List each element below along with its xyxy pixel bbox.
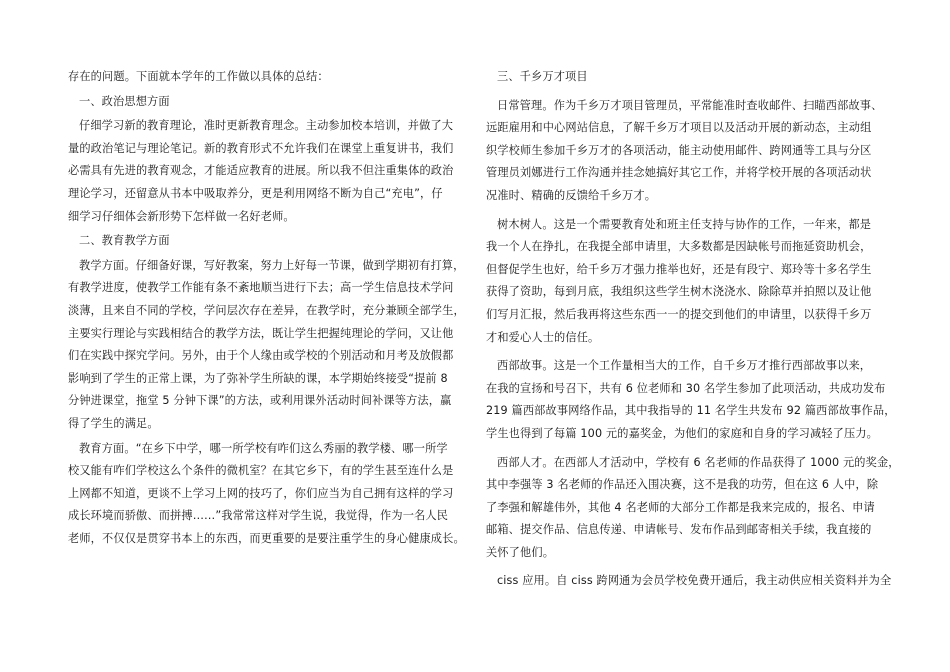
right-text-column <box>486 66 900 593</box>
text-line: 我一个人在挣扎，在我提全部申请里，大多数都是因缺帐号而拖延资助机会， <box>486 240 872 254</box>
text-line: 树木树人。这是一个需要教育处和班主任支持与协作的工作，一年来，都是 <box>497 217 872 231</box>
text-line: 才和爱心人士的信任。 <box>486 330 600 344</box>
text-line: 西部故事。这是一个工作量相当大的工作，自千乡万才推行西部故事以来， <box>497 359 872 373</box>
text-line: 织学校师生参加千乡万才的各项活动，能主动使用邮件、跨网通等工具与分区 <box>486 143 872 157</box>
text-line: 成长环境而骄傲、而拼搏……”我常常这样对学生说，我觉得，作为一名人民 <box>68 509 449 523</box>
text-line: 得了学生的满足。 <box>68 416 159 430</box>
text-line: 理论学习，还留意从书本中吸取养分，更是利用网络不断为自己“充电”，仔 <box>68 186 443 200</box>
text-line: 邮箱、提交作品、信息传递、申请帐号、发布作品到邮寄相关手续，我直接的 <box>486 523 872 537</box>
text-line: 有教学进度，使教学工作能有条不紊地顺当进行下去；高一学生信息技术学问 <box>68 281 454 295</box>
text-line: 学生也得到了每篇 100 元的嘉奖金，为他们的家庭和自身的学习减轻了压力。 <box>486 426 879 440</box>
text-line: 远距雇用和中心网站信息，了解千乡万才项目以及活动开展的新动态，主动组 <box>486 121 872 135</box>
text-line: 三、千乡万才项目 <box>497 70 588 83</box>
text-line: 219 篇西部故事网络作品，其中我指导的 11 名学生共发布 92 篇西部故事作品， <box>486 404 896 418</box>
text-line: 上网都不知道，更谈不上学习上网的技巧了，你们应当为自己拥有这样的学习 <box>68 486 454 500</box>
text-line: 获得了资助，每到月底，我组织这些学生树木浇浇水、除除草并拍照以及让他 <box>486 285 872 299</box>
text-line: 细学习仔细体会新形势下怎样做一名好老师。 <box>68 209 295 223</box>
text-line: 校又能有咋们学校这么个条件的微机室？在其它乡下，有的学生甚至连什么是 <box>68 464 454 478</box>
text-line: 关怀了他们。 <box>486 545 555 559</box>
text-line: 教学方面。仔细备好课，写好教案，努力上好每一节课，做到学期初有打算， <box>79 258 465 272</box>
text-line: 但督促学生也好，给千乡万才强力推举也好，还是有段宁、郑玲等十多名学生 <box>486 262 872 276</box>
text-line: 二、教育教学方面 <box>79 234 170 248</box>
text-line: 老师，不仅仅是贯穿书本上的东西，而更重要的是要注重学生的身心健康成长。 <box>68 531 465 545</box>
text-line: 其中李强等 3 名老师的作品还入围决赛，这不是我的功劳，但在这 6 人中，除 <box>486 478 879 492</box>
text-line: 仔细学习新的教育理论，准时更新教育理念。主动参加校本培训，并做了大 <box>79 119 454 133</box>
text-line: 们写月汇报，然后我再将这些东西一一的提交到他们的申请里，以获得千乡万 <box>486 307 872 321</box>
text-line: 主要实行理论与实践相结合的教学方法，既让学生把握纯理论的学问，又让他 <box>68 326 454 340</box>
text-line: 了李强和解雄伟外，其他 4 名老师的大部分工作都是我来完成的，报名、申请 <box>486 500 875 514</box>
text-line: 淡薄，且来自不同的学校，学问层次存在差异，在教学时，充分兼顾全部学生， <box>68 303 465 317</box>
text-line: 教育方面。“在乡下中学，哪一所学校有咋们这么秀丽的教学楼、哪一所学 <box>79 441 448 455</box>
text-line: 量的政治笔记与理论笔记。新的教育形式不允许我们在课堂上重复讲书，我们 <box>68 141 454 155</box>
text-line: ciss 应用。自 ciss 跨网通为会员学校免费开通后，我主动供应相关资料并为全 <box>497 574 892 588</box>
text-line: 存在的问题。下面就本学年的工作做以具体的总结： <box>68 70 329 83</box>
text-line: 一、政治思想方面 <box>79 94 170 108</box>
text-line: 西部人才。在西部人才活动中，学校有 6 名老师的作品获得了 1000 元的奖金， <box>497 455 900 469</box>
text-line: 在我的宣扬和号召下，共有 6 位老师和 30 名学生参加了此项活动，共成功发布 <box>486 381 886 395</box>
text-line: 管理员刘娜进行工作沟通并挂念她搞好其它工作，并将学校开展的各项活动状 <box>486 166 872 180</box>
text-line: 日常管理。作为千乡万才项目管理员，平常能准时查收邮件、扫瞄西部故事、 <box>497 98 883 112</box>
text-line: 必需具有先进的教育观念，才能适应教育的进展。所以我不但注重集体的政治 <box>68 164 454 178</box>
text-line: 况准时、精确的反馈给千乡万才。 <box>486 188 657 202</box>
text-line: 分钟进课堂，拖堂 5 分钟下课”的方法，或利用课外活动时间补课等方法，赢 <box>68 394 452 408</box>
text-line: 们在实践中探究学问。另外，由于个人缘由或学校的个别活动和月考及放假都 <box>68 349 454 363</box>
text-line: 影响到了学生的正常上课，为了弥补学生所缺的课，本学期始终接受“提前 8 <box>68 371 448 385</box>
left-text-column <box>68 66 465 550</box>
